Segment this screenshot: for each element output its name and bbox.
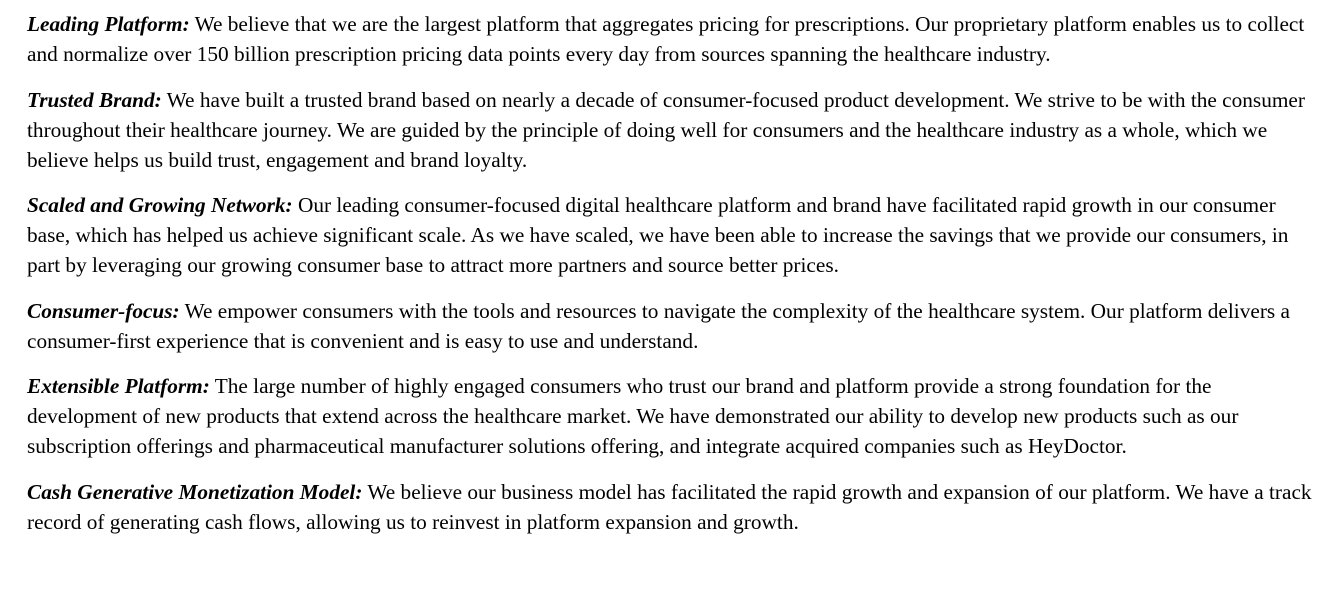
paragraph-text: We have built a trusted brand based on nearly a decade of consumer-focused product development. We strive to be with the consumer throughout their healthcare journey. We are guided by the principle of doing well for consumers and the healthcare industry as a whole, which we believe helps us build trust, engagement and brand loyalty.	[27, 87, 1305, 172]
paragraph-heading: Cash Generative Monetization Model:	[27, 479, 363, 504]
paragraph-text: Our leading consumer-focused digital healthcare platform and brand have facilitated rapid growth in our consumer base, which has helped us achieve significant scale. As we have scaled, we have been able to increase the savings that we provide our consumers, in part by leveraging our growing consumer base to attract more partners and source better prices.	[27, 193, 1289, 277]
paragraph-heading: Consumer-focus:	[27, 298, 180, 323]
paragraph-heading: Leading Platform:	[27, 12, 190, 36]
paragraph-trusted-brand	[27, 85, 1314, 175]
paragraph-consumer-focus	[27, 296, 1314, 356]
paragraph-extensible-platform	[27, 371, 1314, 461]
paragraph-scaled-growing-network	[27, 190, 1314, 280]
paragraph-text: The large number of highly engaged consumers who trust our brand and platform provide a strong foundation for the development of new products that extend across the healthcare market. We have demonstrated our ability to develop new products such as our subscription offerings and pharmaceutical manufacturer solutions offering, and integrate acquired companies such as HeyDoctor.	[27, 374, 1239, 458]
paragraph-cash-generative-model	[27, 477, 1314, 537]
paragraph-heading: Scaled and Growing Network:	[27, 193, 293, 217]
paragraph-text: We believe that we are the largest platform that aggregates pricing for prescriptions. Our proprietary platform enables us to collect and normalize over 150 billion prescription pricing data points every day from sources spanning the healthcare industry.	[27, 12, 1305, 66]
paragraph-leading-platform	[27, 9, 1314, 69]
paragraph-heading: Trusted Brand:	[27, 87, 162, 112]
paragraph-text: We empower consumers with the tools and resources to navigate the complexity of the healthcare system. Our platform delivers a consumer-first experience that is convenient and is easy to use and understand.	[27, 298, 1290, 353]
paragraph-heading: Extensible Platform:	[27, 374, 210, 398]
paragraph-text: We believe our business model has facilitated the rapid growth and expansion of our platform. We have a track record of generating cash flows, allowing us to reinvest in platform expansion and growth.	[27, 479, 1312, 534]
